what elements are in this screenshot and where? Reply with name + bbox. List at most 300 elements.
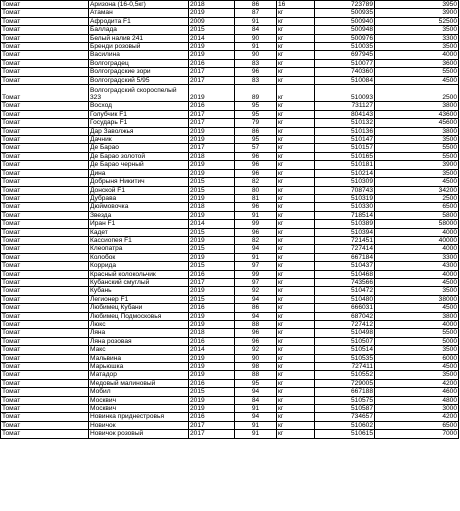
year-cell: 2018 bbox=[189, 203, 235, 211]
article-code-cell: 804143 bbox=[315, 110, 375, 118]
price-cell: 6500 bbox=[375, 421, 459, 429]
article-code-cell: 727411 bbox=[315, 363, 375, 371]
unit-cell: кг bbox=[277, 354, 315, 362]
germination-cell: 94 bbox=[235, 312, 277, 320]
product-type-cell: Томат bbox=[1, 9, 89, 17]
price-cell: 4200 bbox=[375, 379, 459, 387]
variety-name-cell: Дина bbox=[89, 169, 189, 177]
variety-name-cell: Волгоградский 5/95 bbox=[89, 76, 189, 84]
article-code-cell: 500976 bbox=[315, 34, 375, 42]
product-type-cell: Томат bbox=[1, 59, 89, 67]
table-row bbox=[1, 34, 459, 42]
article-code-cell: 721451 bbox=[315, 236, 375, 244]
table-row bbox=[1, 85, 459, 102]
germination-cell: 96 bbox=[235, 329, 277, 337]
year-cell: 2015 bbox=[189, 26, 235, 34]
variety-name-cell: Макс bbox=[89, 346, 189, 354]
article-code-cell: 510330 bbox=[315, 203, 375, 211]
unit-cell: кг bbox=[277, 34, 315, 42]
year-cell: 2019 bbox=[189, 396, 235, 404]
price-cell: 4500 bbox=[375, 76, 459, 84]
unit-cell: кг bbox=[277, 102, 315, 110]
product-type-cell: Томат bbox=[1, 1, 89, 9]
unit-cell: кг bbox=[277, 43, 315, 51]
unit-cell: кг bbox=[277, 127, 315, 135]
product-type-cell: Томат bbox=[1, 421, 89, 429]
table-row bbox=[1, 287, 459, 295]
year-cell: 2019 bbox=[189, 9, 235, 17]
year-cell: 2016 bbox=[189, 337, 235, 345]
article-code-cell: 510181 bbox=[315, 161, 375, 169]
germination-cell: 88 bbox=[235, 321, 277, 329]
product-type-cell: Томат bbox=[1, 321, 89, 329]
variety-name-cell: Мобил bbox=[89, 388, 189, 396]
germination-cell: 97 bbox=[235, 262, 277, 270]
unit-cell: кг bbox=[277, 76, 315, 84]
price-cell: 3500 bbox=[375, 43, 459, 51]
germination-cell: 91 bbox=[235, 405, 277, 413]
price-cell: 3900 bbox=[375, 161, 459, 169]
price-cell: 4200 bbox=[375, 413, 459, 421]
germination-cell: 81 bbox=[235, 194, 277, 202]
variety-name-cell: Бренди розовый bbox=[89, 43, 189, 51]
year-cell: 2019 bbox=[189, 43, 235, 51]
variety-name-cell: Де Барао bbox=[89, 144, 189, 152]
variety-name-cell: Люкс bbox=[89, 321, 189, 329]
germination-cell: 88 bbox=[235, 371, 277, 379]
germination-cell: 89 bbox=[235, 85, 277, 102]
article-code-cell: 687042 bbox=[315, 312, 375, 320]
germination-cell: 95 bbox=[235, 110, 277, 118]
germination-cell: 95 bbox=[235, 379, 277, 387]
unit-cell: кг bbox=[277, 388, 315, 396]
price-cell: 3950 bbox=[375, 1, 459, 9]
germination-cell: 84 bbox=[235, 396, 277, 404]
product-type-cell: Томат bbox=[1, 152, 89, 160]
table-row bbox=[1, 421, 459, 429]
price-cell: 3500 bbox=[375, 136, 459, 144]
germination-cell: 90 bbox=[235, 34, 277, 42]
variety-name-cell: Кубань bbox=[89, 287, 189, 295]
table-row bbox=[1, 363, 459, 371]
table-row bbox=[1, 178, 459, 186]
price-cell: 5000 bbox=[375, 337, 459, 345]
article-code-cell: 510552 bbox=[315, 371, 375, 379]
price-cell: 45600 bbox=[375, 119, 459, 127]
germination-cell: 91 bbox=[235, 17, 277, 25]
product-type-cell: Томат bbox=[1, 68, 89, 76]
price-cell: 3800 bbox=[375, 312, 459, 320]
price-cell: 6500 bbox=[375, 203, 459, 211]
article-code-cell: 743566 bbox=[315, 278, 375, 286]
product-type-cell: Томат bbox=[1, 236, 89, 244]
variety-name-cell: Звезда bbox=[89, 211, 189, 219]
germination-cell: 96 bbox=[235, 68, 277, 76]
germination-cell: 99 bbox=[235, 220, 277, 228]
year-cell: 2019 bbox=[189, 371, 235, 379]
table-row bbox=[1, 203, 459, 211]
unit-cell: кг bbox=[277, 186, 315, 194]
unit-cell: кг bbox=[277, 236, 315, 244]
year-cell: 2019 bbox=[189, 194, 235, 202]
germination-cell: 98 bbox=[235, 363, 277, 371]
year-cell: 2017 bbox=[189, 76, 235, 84]
product-type-cell: Томат bbox=[1, 76, 89, 84]
germination-cell: 82 bbox=[235, 178, 277, 186]
price-cell: 3500 bbox=[375, 371, 459, 379]
variety-name-cell: Голубчик F1 bbox=[89, 110, 189, 118]
year-cell: 2019 bbox=[189, 236, 235, 244]
year-cell: 2019 bbox=[189, 211, 235, 219]
article-code-cell: 731127 bbox=[315, 102, 375, 110]
germination-cell: 96 bbox=[235, 152, 277, 160]
price-cell: 4300 bbox=[375, 262, 459, 270]
price-cell: 6000 bbox=[375, 354, 459, 362]
variety-name-cell: Клеопатра bbox=[89, 245, 189, 253]
article-code-cell: 740360 bbox=[315, 68, 375, 76]
variety-name-cell: Колобок bbox=[89, 253, 189, 261]
unit-cell: кг bbox=[277, 51, 315, 59]
article-code-cell: 510389 bbox=[315, 220, 375, 228]
year-cell: 2016 bbox=[189, 304, 235, 312]
germination-cell: 87 bbox=[235, 9, 277, 17]
variety-name-cell: Василина bbox=[89, 51, 189, 59]
year-cell: 2017 bbox=[189, 110, 235, 118]
unit-cell: кг bbox=[277, 119, 315, 127]
price-cell: 3500 bbox=[375, 26, 459, 34]
variety-name-cell: Белый налив 241 bbox=[89, 34, 189, 42]
unit-cell: кг bbox=[277, 26, 315, 34]
product-type-cell: Томат bbox=[1, 245, 89, 253]
year-cell: 2019 bbox=[189, 287, 235, 295]
year-cell: 2017 bbox=[189, 144, 235, 152]
year-cell: 2017 bbox=[189, 68, 235, 76]
price-cell: 58000 bbox=[375, 220, 459, 228]
year-cell: 2019 bbox=[189, 363, 235, 371]
unit-cell: кг bbox=[277, 430, 315, 438]
price-cell: 3500 bbox=[375, 346, 459, 354]
product-type-cell: Томат bbox=[1, 110, 89, 118]
variety-name-cell: Де Барао черный bbox=[89, 161, 189, 169]
variety-name-cell: Добрыня Никитич bbox=[89, 178, 189, 186]
price-cell: 4000 bbox=[375, 321, 459, 329]
price-cell: 5500 bbox=[375, 329, 459, 337]
article-code-cell: 510575 bbox=[315, 396, 375, 404]
product-type-cell: Томат bbox=[1, 312, 89, 320]
variety-name-cell: Москвич bbox=[89, 405, 189, 413]
unit-cell: кг bbox=[277, 363, 315, 371]
variety-name-cell: Волгоградские зори bbox=[89, 68, 189, 76]
germination-cell: 86 bbox=[235, 1, 277, 9]
germination-cell: 91 bbox=[235, 211, 277, 219]
germination-cell: 96 bbox=[235, 169, 277, 177]
price-cell: 4000 bbox=[375, 270, 459, 278]
price-cell: 3300 bbox=[375, 34, 459, 42]
germination-cell: 90 bbox=[235, 354, 277, 362]
price-cell: 2500 bbox=[375, 85, 459, 102]
table-row bbox=[1, 379, 459, 387]
year-cell: 2017 bbox=[189, 278, 235, 286]
year-cell: 2014 bbox=[189, 346, 235, 354]
unit-cell: кг bbox=[277, 136, 315, 144]
article-code-cell: 510602 bbox=[315, 421, 375, 429]
variety-name-cell: Иран F1 bbox=[89, 220, 189, 228]
price-cell: 3300 bbox=[375, 253, 459, 261]
article-code-cell: 510480 bbox=[315, 295, 375, 303]
unit-cell: кг bbox=[277, 295, 315, 303]
year-cell: 2015 bbox=[189, 186, 235, 194]
product-type-cell: Томат bbox=[1, 354, 89, 362]
unit-cell: кг bbox=[277, 59, 315, 67]
article-code-cell: 510535 bbox=[315, 354, 375, 362]
year-cell: 2019 bbox=[189, 85, 235, 102]
unit-cell: кг bbox=[277, 253, 315, 261]
article-code-cell: 510615 bbox=[315, 430, 375, 438]
table-row bbox=[1, 186, 459, 194]
product-type-cell: Томат bbox=[1, 413, 89, 421]
article-code-cell: 718514 bbox=[315, 211, 375, 219]
variety-name-cell: Красный колокольчик bbox=[89, 270, 189, 278]
table-row bbox=[1, 371, 459, 379]
table-row bbox=[1, 68, 459, 76]
product-type-cell: Томат bbox=[1, 203, 89, 211]
article-code-cell: 727412 bbox=[315, 321, 375, 329]
year-cell: 2019 bbox=[189, 312, 235, 320]
product-type-cell: Томат bbox=[1, 270, 89, 278]
table-row bbox=[1, 17, 459, 25]
variety-name-cell: Де Барао золотой bbox=[89, 152, 189, 160]
price-cell: 4000 bbox=[375, 245, 459, 253]
year-cell: 2015 bbox=[189, 262, 235, 270]
germination-cell: 96 bbox=[235, 228, 277, 236]
price-cell: 3500 bbox=[375, 169, 459, 177]
product-type-cell: Томат bbox=[1, 405, 89, 413]
unit-cell: кг bbox=[277, 194, 315, 202]
table-row bbox=[1, 295, 459, 303]
year-cell: 2019 bbox=[189, 169, 235, 177]
germination-cell: 86 bbox=[235, 127, 277, 135]
germination-cell: 82 bbox=[235, 236, 277, 244]
year-cell: 2019 bbox=[189, 321, 235, 329]
table-row bbox=[1, 236, 459, 244]
germination-cell: 91 bbox=[235, 421, 277, 429]
variety-name-cell: Марьюшка bbox=[89, 363, 189, 371]
product-type-cell: Томат bbox=[1, 371, 89, 379]
variety-name-cell: Матадор bbox=[89, 371, 189, 379]
unit-cell: кг bbox=[277, 110, 315, 118]
price-cell: 3800 bbox=[375, 102, 459, 110]
product-type-cell: Томат bbox=[1, 329, 89, 337]
year-cell: 2017 bbox=[189, 421, 235, 429]
product-type-cell: Томат bbox=[1, 363, 89, 371]
product-type-cell: Томат bbox=[1, 178, 89, 186]
table-row bbox=[1, 144, 459, 152]
variety-name-cell: Любимец Подмосковья bbox=[89, 312, 189, 320]
product-type-cell: Томат bbox=[1, 262, 89, 270]
price-cell: 5800 bbox=[375, 211, 459, 219]
germination-cell: 83 bbox=[235, 76, 277, 84]
year-cell: 2019 bbox=[189, 51, 235, 59]
price-cell: 5500 bbox=[375, 152, 459, 160]
article-code-cell: 500940 bbox=[315, 17, 375, 25]
product-type-cell: Томат bbox=[1, 102, 89, 110]
table-row bbox=[1, 220, 459, 228]
article-code-cell: 697945 bbox=[315, 51, 375, 59]
unit-cell: кг bbox=[277, 211, 315, 219]
product-type-cell: Томат bbox=[1, 304, 89, 312]
year-cell: 2014 bbox=[189, 220, 235, 228]
price-cell: 4500 bbox=[375, 304, 459, 312]
price-cell: 3800 bbox=[375, 127, 459, 135]
variety-name-cell: Дар Заволжья bbox=[89, 127, 189, 135]
article-code-cell: 667188 bbox=[315, 388, 375, 396]
product-type-cell: Томат bbox=[1, 388, 89, 396]
article-code-cell: 510084 bbox=[315, 76, 375, 84]
price-cell: 34200 bbox=[375, 186, 459, 194]
product-type-cell: Томат bbox=[1, 127, 89, 135]
germination-cell: 94 bbox=[235, 388, 277, 396]
price-cell: 4500 bbox=[375, 278, 459, 286]
variety-name-cell: Новинка приднестровья bbox=[89, 413, 189, 421]
germination-cell: 83 bbox=[235, 59, 277, 67]
unit-cell: кг bbox=[277, 287, 315, 295]
price-cell: 2500 bbox=[375, 194, 459, 202]
unit-cell: кг bbox=[277, 161, 315, 169]
unit-cell: кг bbox=[277, 337, 315, 345]
table-row bbox=[1, 405, 459, 413]
variety-name-cell: Кадет bbox=[89, 228, 189, 236]
table-row bbox=[1, 102, 459, 110]
unit-cell: кг bbox=[277, 68, 315, 76]
year-cell: 2018 bbox=[189, 152, 235, 160]
table-row bbox=[1, 51, 459, 59]
table-row bbox=[1, 9, 459, 17]
product-type-cell: Томат bbox=[1, 228, 89, 236]
product-type-cell: Томат bbox=[1, 396, 89, 404]
product-type-cell: Томат bbox=[1, 194, 89, 202]
year-cell: 2019 bbox=[189, 161, 235, 169]
article-code-cell: 500948 bbox=[315, 26, 375, 34]
article-code-cell: 734657 bbox=[315, 413, 375, 421]
table-row bbox=[1, 262, 459, 270]
variety-name-cell: Дюймовочка bbox=[89, 203, 189, 211]
germination-cell: 95 bbox=[235, 136, 277, 144]
article-code-cell: 500935 bbox=[315, 9, 375, 17]
unit-cell: 16 bbox=[277, 1, 315, 9]
unit-cell: кг bbox=[277, 262, 315, 270]
table-row bbox=[1, 430, 459, 438]
price-cell: 7000 bbox=[375, 430, 459, 438]
table-row bbox=[1, 110, 459, 118]
unit-cell: кг bbox=[277, 152, 315, 160]
product-type-cell: Томат bbox=[1, 17, 89, 25]
article-code-cell: 510498 bbox=[315, 329, 375, 337]
table-row bbox=[1, 270, 459, 278]
table-row bbox=[1, 245, 459, 253]
article-code-cell: 510132 bbox=[315, 119, 375, 127]
price-cell: 38000 bbox=[375, 295, 459, 303]
price-cell: 4000 bbox=[375, 228, 459, 236]
article-code-cell: 729005 bbox=[315, 379, 375, 387]
year-cell: 2019 bbox=[189, 136, 235, 144]
germination-cell: 84 bbox=[235, 26, 277, 34]
article-code-cell: 510035 bbox=[315, 43, 375, 51]
product-type-cell: Томат bbox=[1, 211, 89, 219]
table-row bbox=[1, 312, 459, 320]
variety-name-cell: Волгоградский скороспелый 323 bbox=[89, 85, 189, 102]
price-cell: 4000 bbox=[375, 51, 459, 59]
article-code-cell: 510136 bbox=[315, 127, 375, 135]
unit-cell: кг bbox=[277, 379, 315, 387]
germination-cell: 94 bbox=[235, 245, 277, 253]
year-cell: 2019 bbox=[189, 253, 235, 261]
variety-name-cell: Кубанский смуглый bbox=[89, 278, 189, 286]
product-type-cell: Томат bbox=[1, 253, 89, 261]
product-type-cell: Томат bbox=[1, 85, 89, 102]
product-type-cell: Томат bbox=[1, 186, 89, 194]
table-row bbox=[1, 169, 459, 177]
table-row bbox=[1, 396, 459, 404]
germination-cell: 91 bbox=[235, 43, 277, 51]
germination-cell: 94 bbox=[235, 413, 277, 421]
unit-cell: кг bbox=[277, 396, 315, 404]
germination-cell: 99 bbox=[235, 270, 277, 278]
unit-cell: кг bbox=[277, 17, 315, 25]
unit-cell: кг bbox=[277, 405, 315, 413]
germination-cell: 94 bbox=[235, 295, 277, 303]
article-code-cell: 510437 bbox=[315, 262, 375, 270]
unit-cell: кг bbox=[277, 371, 315, 379]
year-cell: 2016 bbox=[189, 379, 235, 387]
article-code-cell: 510468 bbox=[315, 270, 375, 278]
article-code-cell: 708743 bbox=[315, 186, 375, 194]
unit-cell: кг bbox=[277, 421, 315, 429]
table-row bbox=[1, 329, 459, 337]
unit-cell: кг bbox=[277, 228, 315, 236]
table-row bbox=[1, 194, 459, 202]
table-row bbox=[1, 152, 459, 160]
table-row bbox=[1, 211, 459, 219]
price-cell: 52500 bbox=[375, 17, 459, 25]
article-code-cell: 727414 bbox=[315, 245, 375, 253]
variety-name-cell: Новичок розовый bbox=[89, 430, 189, 438]
table-row bbox=[1, 161, 459, 169]
table-body bbox=[1, 1, 459, 439]
price-cell: 43600 bbox=[375, 110, 459, 118]
unit-cell: кг bbox=[277, 9, 315, 17]
variety-name-cell: Москвич bbox=[89, 396, 189, 404]
price-cell: 3000 bbox=[375, 405, 459, 413]
unit-cell: кг bbox=[277, 220, 315, 228]
table-row bbox=[1, 413, 459, 421]
price-cell: 4800 bbox=[375, 396, 459, 404]
germination-cell: 90 bbox=[235, 51, 277, 59]
variety-name-cell: Ляна розовая bbox=[89, 337, 189, 345]
product-type-cell: Томат bbox=[1, 51, 89, 59]
germination-cell: 86 bbox=[235, 304, 277, 312]
variety-name-cell: Аризона (16-0,5кг) bbox=[89, 1, 189, 9]
article-code-cell: 723789 bbox=[315, 1, 375, 9]
unit-cell: кг bbox=[277, 312, 315, 320]
unit-cell: кг bbox=[277, 329, 315, 337]
table-row bbox=[1, 321, 459, 329]
unit-cell: кг bbox=[277, 413, 315, 421]
germination-cell: 79 bbox=[235, 119, 277, 127]
germination-cell: 91 bbox=[235, 253, 277, 261]
price-cell: 3900 bbox=[375, 9, 459, 17]
variety-name-cell: Афродита F1 bbox=[89, 17, 189, 25]
year-cell: 2016 bbox=[189, 59, 235, 67]
